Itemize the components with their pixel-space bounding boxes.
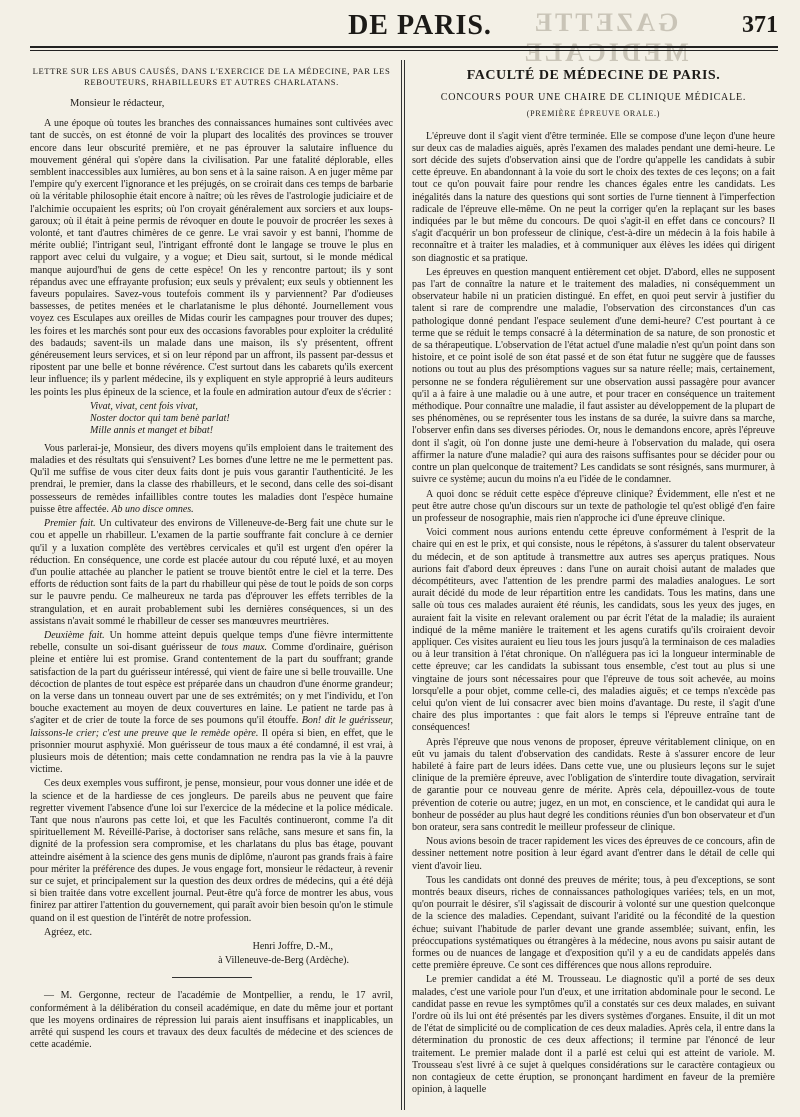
p3-lead: Premier fait. xyxy=(44,518,96,530)
masthead-title: DE PARIS. xyxy=(348,10,492,41)
letter-paragraph-1: A une époque où toutes les branches des connaissances humaines sont cultivées avec tant de succès, on est étonné de voir la plupart des localités des provinces se trouver encore dans leur obscurité première, et ne pas éprouver la salutaire influence du mouvement général qui s'opère dans la civilisation. Par une fatalité déplorable, elles semblent inaccessibles aux lumières, au bon sens et à la saine raison. A en juger même par l'empire qu'y exercent l'ignorance et les préjugés, on se croirait dans ces temps de barbarie où la véritable philosophie était encore à naître; où les rêves de l'astrologie judiciaire et de l'alchimie occupaient les esprits; où l'on croyait généralement aux sorciers et aux loups-garoux; où il était à peine permis de révoquer en doute le pouvoir de procréer les sexes à volonté, et tant d'autres chimères de ce genre. Le vrai savoir y est banni, l'homme de mérite oublié; l'intrigant seul, l'intrigant effronté dont le langage se trouve le plus en rapport avec celui du vulgaire, y a vogue; et Dieu sait, surtout, si le monde médical manque aujourd'hui de gens de cette espèce! On les y rencontre partout; ils y sont répandus avec une effrayante profusion; eux seuls y prévalent; eux seuls y obtiennent les faveurs populaires. Savez-vous toutefois comment ils y parviennent? Par d'odieuses bassesses, de petites menées et le charlatanisme le plus déhonté. Journellement vous voyez ces Esculapes aux oreilles de Midas courir les campagnes pour trouver des dupes; les foires et les marchés sont pour eux des occasions favorables pour exploiter la crédulité des badauds; savent-ils un malade dans une maison, ils s'y présentent, offrent généreusement leurs services, et si on leur répond par un affront, ils passent par-dessus et ripostent par une belle et bonne révérence. C'est surtout dans les cabarets qu'ils exercent leur influence; ils y parlent médecine, ils y expliquent en style approprié à leurs auditeurs les points les plus épineux de la science, et la foule en admiration autour d'eux de s'écrier : xyxy=(30,118,393,398)
letter-paragraph-5: Ces deux exemples vous suffiront, je pense, monsieur, pour vous donner une idée et de la science et de la hardiesse de ces jongleurs. De pareils abus ne peuvent que faire regretter vivement l'absence d'une loi sur l'exercice de la médecine et la police médicale. Tant que nous n'aurons pas cette loi, et que les Facultés continueront, comme l'a dit spirituellement M. Réveillé-Parise, à doctoriser sans relâche, sans mesure et sans fin, la dignité de la profession sera compromise, et les charlatans du plus bas étage, pouvant atteindre aisément à la science des gens munis de diplôme, n'auront pas grands frais à faire pour mériter la préférence des dupes. Je vous engage fort, monsieur le rédacteur, à revenir sur ce sujet, et principalement sur la question des deux ordres de médecins, qui a été déjà si bien traitée dans votre excellent journal. Peut-être qu'à force de montrer les abus, vous finirez par attirer l'attention du gouvernement, qui paraît avoir bien besoin qu'on le stimule quand on il est question de l'intérêt de notre profession. xyxy=(30,778,393,924)
verse xyxy=(90,401,393,437)
letter-paragraph-6: Agréez, etc. xyxy=(44,926,93,938)
letter-paragraph-2 xyxy=(30,443,393,516)
faculty-title: FACULTÉ DE MÉDECINE DE PARIS. xyxy=(466,68,721,83)
masthead xyxy=(0,0,800,67)
report-paragraph-7: Tous les candidats ont donné des preuves de mérite; tous, à peu d'exceptions, se sont montrés beaux diseurs, riches de connaissances pathologiques variées; tels, en un mot, qu'on pourrait le désirer, s'il s'agissait de discourir à volonté sur une question quelconque de la science des maladies. Cependant, suivant l'aridité ou la fécondité de la question échue; suivant l'habitude de parler devant une grande assemblée; suivant, enfin, les préoccupations systématiques ou étrangères à la médecine, nous avons pu saisir autant de formes ou de nuances de langage et d'exposition qu'il y a eu de candidats appelés dans cette première épreuve. Ce sont ces différences que nous allons reproduire. xyxy=(412,874,775,972)
masthead-ghost-text: GAZETTE MEDICALE xyxy=(521,8,689,67)
p4-text-a: Un homme atteint depuis quelque temps d'une fièvre intermittente rebelle, consulte un soi-disant guérisseur de xyxy=(30,629,393,654)
p4-lead: Deuxième fait. xyxy=(44,629,105,641)
p2-latin: Ab uno disce omnes. xyxy=(111,503,194,515)
p3-text: Un cultivateur des environs de Villeneuve-de-Berg fait une chute sur le cou et appelle un rhabilleur. L'examen de la partie souffrante fait conclure à ce dernier qu'il y a luxation complète des vertèbres cervicales et qu'il est urgent d'en opérer la réduction. En conséquence, une corde est placée autour du cou réputé luxé, et au moyen d'un poulie attachée au plancher le patient se trouve bientôt entre le ciel et la terre. Des efforts de réduction sont faits de la part du rhabilleur qui pèse de tout le poids de son corps sur le pauvre pendu. Ce malheureux ne tarda pas d'éprouver les effets terribles de la strangulation, et en aurait probablement subi les dernières conséquences, si un des assistans n'avait sommé le rhabilleur de cesser ses manœuvres meurtrières. xyxy=(30,518,393,627)
report-paragraph-5: Après l'épreuve que nous venons de proposer, épreuve véritablement clinique, on en eût vu jamais du talent d'observation des candidats. Reste à s'assurer encore de leur habileté à faire part de leurs idées. Dans cette vue, une ou plusieurs leçons sur le sujet clinique de la première épreuve, avec l'obligation de s'interdire toute divagation, servirait de garantie pour ce nouveau genre de mérite. Après cela, dépouillez-vous de toute prévention de coterie ou autre; jugez, en un mot, en conscience, et le candidat qui aura le bonheur de posséder au plus haut degré les conditions réunies d'un bon observateur et d'un bon orateur, sera sans contredit le meilleur professeur de clinique. xyxy=(412,736,775,833)
news-paragraph: — M. Gergonne, recteur de l'académie de Montpellier, a rendu, le 17 avril, conformément à la délibération du conseil académique, en date du même jour et portant que les moyens ordinaires de répression lui parais aient insuffisans et inapplicables, un arrêté qui suspend les cours et travaux des deux facultés de médecine et des sciences de cette académie. xyxy=(30,990,393,1051)
concours-subtitle: CONCOURS POUR UNE CHAIRE DE CLINIQUE MÉDICALE. xyxy=(440,92,747,104)
signature: Henri Joffre, D.-M., xyxy=(252,941,333,952)
page-number: 371 xyxy=(742,12,778,38)
p2-text: Vous parlerai-je, Monsieur, des divers moyens qu'ils emploient dans le traitement des maladies et des résultats qui s'ensuivent? Les bornes d'une lettre ne me le permettent pas. Qu'il me suffise de vous citer deux faits dont je puis vous garantir l'authenticité. Je les prendrai, le premier, dans la classe des rhabilleurs, et le second, dans celle des soi-disant possesseurs de remèdes infaillibles contre toutes les maladies dont l'espèce humaine puisse être affectée. xyxy=(30,442,393,515)
letter-paragraph-4 xyxy=(30,630,393,776)
letter-heading: LETTRE SUR LES ABUS CAUSÉS, DANS L'EXERCICE DE LA MÉDECINE, PAR LES REBOUTEURS, RHABILLEURS ET AUTRES CHARLATANS. xyxy=(32,66,391,87)
column-divider xyxy=(401,60,405,1110)
left-column xyxy=(30,62,393,1110)
epreuve-subtitle: (PREMIÈRE ÉPREUVE ORALE.) xyxy=(526,109,661,119)
report-paragraph-6: Nous avions besoin de tracer rapidement les vices des épreuves de ce concours, afin de dessiner nettement notre position à leur égard avant d'entrer dans le détail de celle qui vient d'avoir lieu. xyxy=(412,836,775,872)
verse-line: Vivat, vivat, cent fois vivat, xyxy=(90,400,198,412)
report-paragraph-1: L'épreuve dont il s'agit vient d'être terminée. Elle se compose d'une leçon d'une heure sur deux cas de maladies aiguës, après l'examen des malades pendant une demi-heure. Le sort décide des sujets d'observation ainsi que de l'ordre qu'appelle les candidats à subir cette épreuve. En abandonnant à la voie du sort le choix des textes de ces leçons; on a fait tout ce qu'on pouvait faire pour rendre les chances égales entre les candidats. Les inégalités dans la nature des questions qui sont sorties de l'urne tiennent à l'imperfection radicale de l'épreuve elle-même. On ne peut la corriger qu'en la replaçant sur les bases indiquées par le but même du concours. De quoi s'agit-il en effet dans ce concours? Il s'agit d'acquérir un bon professeur de clinique, c'est-à-dire un médecin à la fois habile à reconnaître et à traiter les maladies, et à communiquer aux élèves les idées qui dirigent son diagnostic et sa pratique. xyxy=(412,130,775,264)
p4-text-b: tous maux. xyxy=(221,642,268,654)
section-rule xyxy=(172,977,252,978)
report-paragraph-8: Le premier candidat a été M. Trousseau. Le diagnostic qu'il a porté de ses deux malades, c'est une variole pour l'un d'eux, et une irritation abdominale pour le second. Le candidat passe en revue les symptômes qu'il a constatés sur ces deux malades, en suivant l'ordre où ils lui ont été présentés par les divers systèmes d'organes. Ensuite, il dit un mot de l'état de simplicité ou de complication de ces deux maladies. Après cela, il entre dans la détermination du pronostic de ces deux affections; il termine par l'énoncé de leur traitement. Le premier malade dont il a parlé est celui qui est atteint de variole. M. Trousseau s'est livré à ce sujet à quelques considérations sur le caractère contagieux ou non contagieux de cette éruption, se prononçant hardiment en faveur de la première opinion, à laquelle xyxy=(412,974,775,1096)
letter-paragraph-3 xyxy=(30,518,393,628)
p4-text-c: Comme d'ordinaire, guérison pleine et entière lui est promise. Grand contentement de la part du souffrant; grande satisfaction de la part du guérisseur intéressé, qui vient de faire une si belle trouvaille. Une décoction de plantes de tout espèce est préparée dans un chaudron d'une énorme grandeur; on la verse dans un tonneau ouvert par une de ses extrémités; on y met l'individu, et l'on bouche exactement au moyen de deux couvertures en laine. Le patient ne tarde pas à s'agiter et de crier de toute la force de ses poumons qu'il étouffe. xyxy=(30,642,393,727)
right-column xyxy=(412,62,775,1110)
p4-text-e: Il opéra si bien, en effet, que le prisonnier mourut asphyxié. Mon guérisseur de tous maux a été condamné, il est vrai, à plusieurs mois de détention; mais cette condamnation ne rendra pas la vie à la pauvre victime. xyxy=(30,727,393,776)
report-paragraph-2: Les épreuves en question manquent entièrement cet objet. D'abord, elles ne supposent pas l'art de connaître la nature et le traitement des maladies, ni conséquemment un observateur habile ni un praticien distingué. En effet, en quoi peut servir à justifier du talent si rare de comprendre une maladie, l'observation des circonstances d'un cas pathologique donné pendant l'espace seulement d'une demi-heure? C'est pourtant à ce terme que se réduit le temps consacré à la détermination de sa nature, de son pronostic et de sa thérapeutique. L'observation de l'état actuel d'une maladie n'est qu'un point dans son histoire, et ce point isolé de son état passé et de son état futur ne suggère que de fausses notions ou tout au plus des présomptions vagues sur sa nature réelle; mais, certainement, personne ne se fondera régulièrement sur une observation aussi passagère pour avancer qu'il a à faire à une maladie ou à une autre, et pour tracer en conséquence un traitement méthodique. Pour connaître une maladie, il faut assister au développement de la plupart de ses phénomènes, ou se représenter tous les instans de sa durée, la suivre dans sa marche, l'observer enfin dans ses diverses périodes. Or, nous le demandons encore, après l'épreuve dont il s'agit, où l'on donne juste une demi-heure à l'observation du malade, qui osera affirmer la nature d'une maladie? qui aura des raisons suffisantes pour se décider pour ou contre un plan quelconque de traitement? Les candidats se sont résignés, sans murmurer, à suivre ce système; aucun du moins n'a eu l'idée de le condamner. xyxy=(412,266,775,486)
salutation: Monsieur le rédacteur, xyxy=(70,98,165,109)
signature-place: à Villeneuve-de-Berg (Ardèche). xyxy=(218,955,349,967)
masthead-rule xyxy=(30,46,778,51)
verse-line: Mille annis et manget et bibat! xyxy=(90,424,214,436)
p4-text-d: Bon! dit le guérisseur, laissons-le crier; c'est une preuve que le remède opère. xyxy=(30,715,393,739)
verse-line: Noster doctor qui tam benè parlat! xyxy=(90,412,230,424)
report-paragraph-4: Voici comment nous aurions entendu cette épreuve conformément à l'esprit de la chaire qui en est le prix, et qui consiste, nous le répétons, à s'assurer du talent observateur du médecin, et de son aptitude à transmettre aux autres ses aperçus pratiques. Nous aurions fait d'abord deux épreuves : dans l'une on aurait choisi autant de malades que décompétiteurs, avec l'attention de les prendre parmi des maladies analogues. Le sort aurait décidé du mode de leur répartition entre les candidats. Tous les matins, dans une salle où tous ces malades auraient été réunis, les candidats, sous les yeux des juges, en auraient fait la visite en relevant oralement ou par écrit l'état de la maladie; ils auraient indiqué de la même manière le traitement et les agens curatifs qu'ils croiraient devoir appliquer. Ces visites auraient eu lieu tous les jours jusqu'à la terminaison de ces maladies ou à leur transition à l'état chronique. On n'alléguera pas ici la longueur interminable de cette épreuve; car les candidats la subissant tous ensemble, c'est tout au plus si une vingtaine de jours sont nécessaires pour que l'épreuve de tous soit achevée, au moins lorsqu'elle a pour objet, comme celle-ci, des maladies aiguës; et ce temps n'excède pas celui qu'on vient de lui consacrer avec bien moins d'avantage. Du reste, il s'agit d'une chaire des plus importantes : que fait alors le temps si l'épreuve entraîne tant de conséquences! xyxy=(412,527,775,734)
report-paragraph-3: A quoi donc se réduit cette espèce d'épreuve clinique? Évidemment, elle n'est et ne peut être autre chose qu'un discours sur un texte de pathologie tel qu'est obligé d'en faire un professeur de nosographie, mais rien n'approche ici d'une épreuve clinique. xyxy=(412,488,775,524)
